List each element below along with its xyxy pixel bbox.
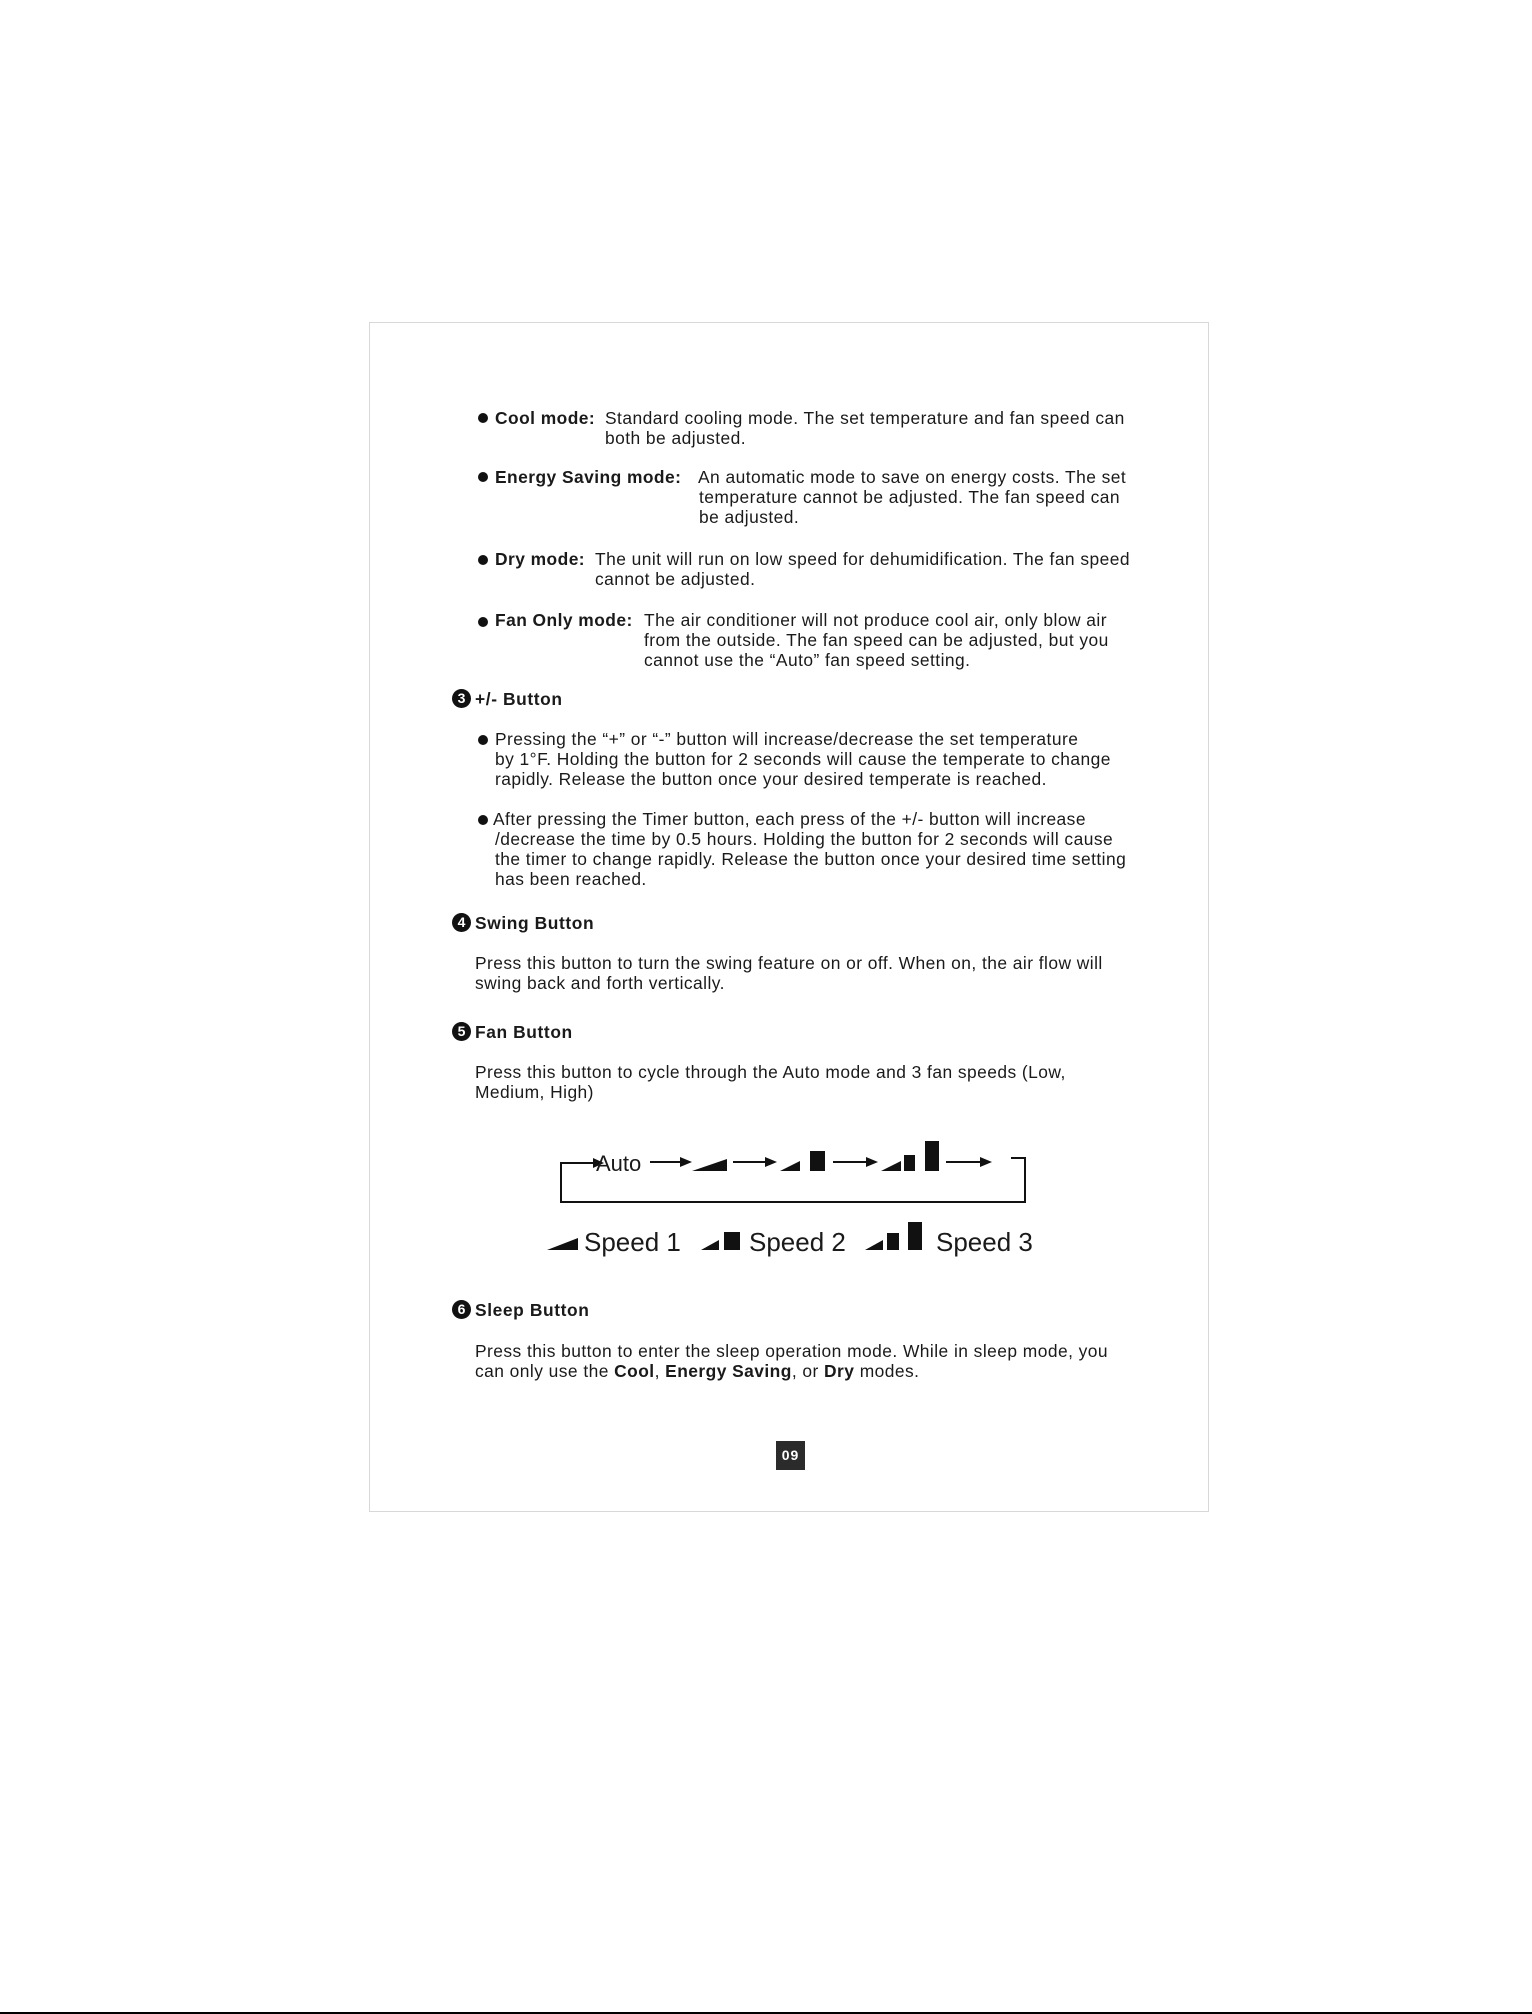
sleep-heading: Sleep Button [475,1300,590,1320]
section-number-icon: 6 [452,1300,471,1319]
fan-only-mode-label: Fan Only mode: [495,610,633,630]
fan-only-mode-text-2: from the outside. The fan speed can be adjusted, but you [644,630,1109,650]
energy-saving-mode-text: An automatic mode to save on energy costs. The set [698,467,1127,487]
speed-1-label: Speed 1 [584,1227,681,1257]
fan-only-mode-text-3: cannot use the “Auto” fan speed setting. [644,650,971,670]
sleep-text-suffix: modes. [854,1361,920,1381]
legend-speed-3-icon [865,1222,922,1250]
plus-minus-text-3: rapidly. Release the button once your desired temperate is reached. [495,769,1047,789]
page-number: 09 [776,1441,805,1470]
timer-text-2: /decrease the time by 0.5 hours. Holding the button for 2 seconds will cause [495,829,1114,849]
sleep-text-1: Press this button to enter the sleep operation mode. While in sleep mode, you [475,1341,1109,1361]
plus-minus-text-1: Pressing the “+” or “-” button will increase/decrease the set temperature [495,729,1079,749]
section-number-icon: 4 [452,913,471,932]
arrowhead-icon [765,1157,777,1167]
fan-only-mode-text: The air conditioner will not produce cool air, only blow air [644,610,1107,630]
arrowhead-icon [980,1157,992,1167]
fan-text-1: Press this button to cycle through the Auto mode and 3 fan speeds (Low, [475,1062,1066,1082]
cool-mode-text-2: both be adjusted. [605,428,747,448]
energy-saving-mode-label: Energy Saving mode: [495,467,682,487]
dry-mode-label: Dry mode: [495,549,586,569]
cool-mode-label: Cool mode: [495,408,596,428]
timer-text-3: the timer to change rapidly. Release the button once your desired time setting [495,849,1127,869]
sleep-text-comma: , [654,1361,666,1381]
plus-minus-text-2: by 1°F. Holding the button for 2 seconds will cause the temperate to change [495,749,1111,769]
dry-mode-text: The unit will run on low speed for dehumidification. The fan speed [595,549,1130,569]
legend-speed-2-icon [701,1232,740,1250]
cool-mode-ref: Cool [614,1361,655,1381]
plus-minus-heading: +/- Button [475,689,563,709]
section-number-icon: 5 [452,1022,471,1041]
auto-label: Auto [596,1151,642,1176]
dry-mode-ref: Dry [824,1361,855,1381]
speed-2-label: Speed 2 [749,1227,846,1257]
cool-mode-text: Standard cooling mode. The set temperature and fan speed can [605,408,1125,428]
speed-2-icon [780,1151,825,1171]
dry-mode-text-2: cannot be adjusted. [595,569,756,589]
fan-text-2: Medium, High) [475,1082,594,1102]
sleep-text-2 [475,1361,919,1381]
sleep-text-or: , or [791,1361,825,1381]
speed-3-label: Speed 3 [936,1227,1033,1257]
energy-saving-mode-text-2: temperature cannot be adjusted. The fan speed can [699,487,1121,507]
swing-text-2: swing back and forth vertically. [475,973,725,993]
speed-3-icon [881,1141,939,1171]
arrowhead-icon [866,1157,878,1167]
energy-saving-ref: Energy Saving [665,1361,792,1381]
speed-1-icon [692,1159,727,1171]
section-number-icon: 3 [452,689,471,708]
energy-saving-mode-text-3: be adjusted. [699,507,800,527]
fan-heading: Fan Button [475,1022,573,1042]
arrowhead-icon [680,1157,692,1167]
timer-text-1: After pressing the Timer button, each press of the +/- button will increase [493,809,1086,829]
timer-text-4: has been reached. [495,869,647,889]
legend-speed-1-icon [547,1238,578,1250]
swing-heading: Swing Button [475,913,595,933]
swing-text-1: Press this button to turn the swing feature on or off. When on, the air flow will [475,953,1103,973]
sleep-text-prefix: can only use the [475,1361,615,1381]
